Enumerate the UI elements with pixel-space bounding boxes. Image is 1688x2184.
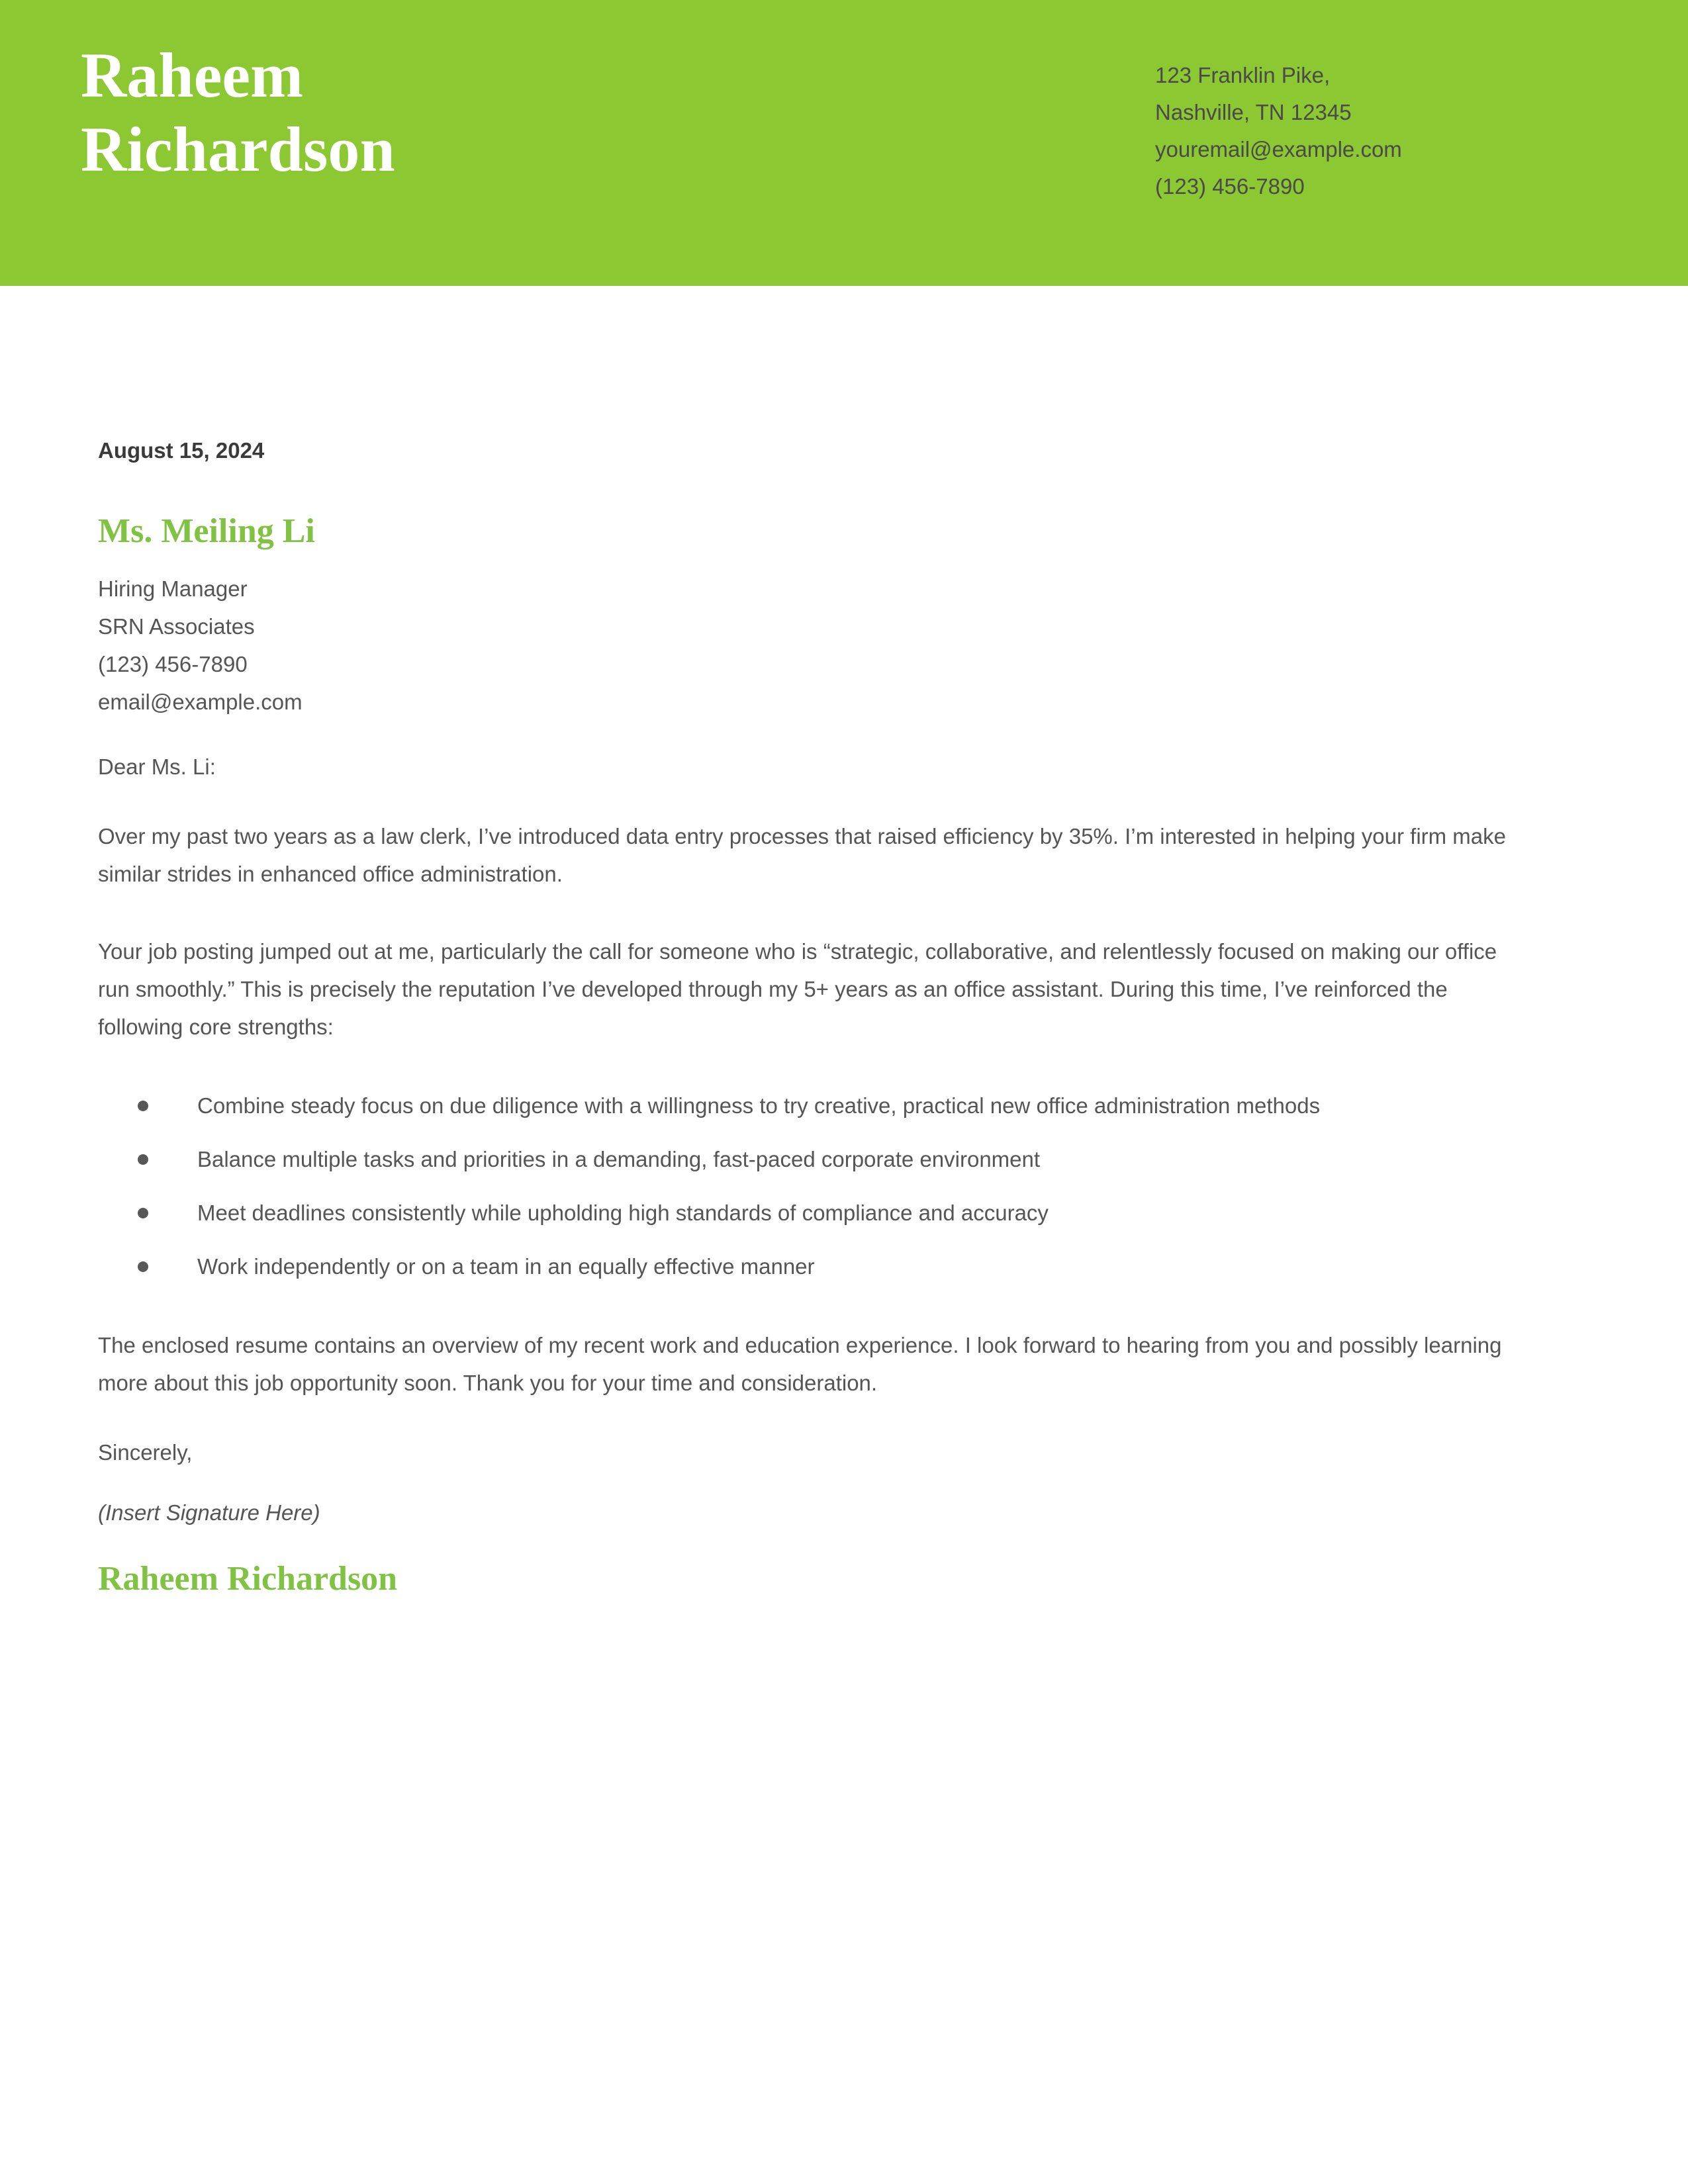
- letter-paragraph-1: Over my past two years as a law clerk, I’ve introduced data entry processes that raised efficiency by 35%. I’m interested in helping your firm make similar strides in enhanced office administration.: [98, 824, 1507, 886]
- recipient-name: Ms. Meiling Li: [98, 512, 315, 550]
- letter-body: [0, 286, 1688, 1596]
- recipient-title: Hiring Manager: [98, 576, 248, 601]
- letter-date: August 15, 2024: [98, 438, 265, 463]
- applicant-street-address: 123 Franklin Pike,: [1155, 63, 1331, 87]
- bullet-dot-icon: [138, 1261, 148, 1272]
- list-item-text: Meet deadlines consistently while upholding high standards of compliance and accuracy: [197, 1201, 1049, 1225]
- list-item-text: Work independently or on a team in an equally effective manner: [197, 1254, 815, 1279]
- bullet-dot-icon: [138, 1101, 148, 1111]
- applicant-city-state-zip: Nashville, TN 12345: [1155, 100, 1352, 124]
- list-item: [98, 1248, 1488, 1285]
- header-band: [0, 0, 1688, 286]
- list-item-text: Combine steady focus on due diligence with a willingness to try creative, practical new office administration methods: [197, 1093, 1321, 1118]
- recipient-company: SRN Associates: [98, 614, 255, 639]
- core-strengths-list: [98, 1087, 1525, 1285]
- bullet-dot-icon: [138, 1154, 148, 1165]
- recipient-email: email@example.com: [98, 690, 303, 714]
- signature-name: Raheem Richardson: [98, 1560, 398, 1598]
- recipient-details: [98, 570, 1525, 721]
- letter-paragraph-2: Your job posting jumped out at me, particularly the call for someone who is “strategic, collaborative, and relentlessly focused on making our office run smoothly.” This is precisely the reputation I’ve developed through my 5+ years as an office assistant. During this time, I’ve reinforced the following core strengths:: [98, 939, 1497, 1039]
- signature-placeholder: (Insert Signature Here): [98, 1500, 320, 1525]
- letter-salutation: Dear Ms. Li:: [98, 754, 216, 779]
- letter-closing: Sincerely,: [98, 1440, 193, 1465]
- applicant-email: youremail@example.com: [1155, 137, 1402, 161]
- list-item: [98, 1087, 1488, 1124]
- applicant-phone: (123) 456-7890: [1155, 174, 1305, 199]
- letter-content: [98, 439, 1525, 1596]
- list-item: [98, 1140, 1488, 1178]
- list-item-text: Balance multiple tasks and priorities in a demanding, fast-paced corporate environment: [197, 1147, 1041, 1171]
- applicant-contact-block: [1155, 57, 1579, 205]
- bullet-dot-icon: [138, 1208, 148, 1218]
- applicant-first-name: Raheem: [81, 40, 303, 111]
- applicant-name-block: [81, 38, 941, 187]
- recipient-phone: (123) 456-7890: [98, 652, 248, 676]
- list-item: [98, 1194, 1488, 1232]
- letter-paragraph-3: The enclosed resume contains an overview of my recent work and education experience. I look forward to hearing from you and possibly learning more about this job opportunity soon. Thank you for your time and consideration.: [98, 1333, 1502, 1395]
- applicant-last-name: Richardson: [81, 114, 395, 185]
